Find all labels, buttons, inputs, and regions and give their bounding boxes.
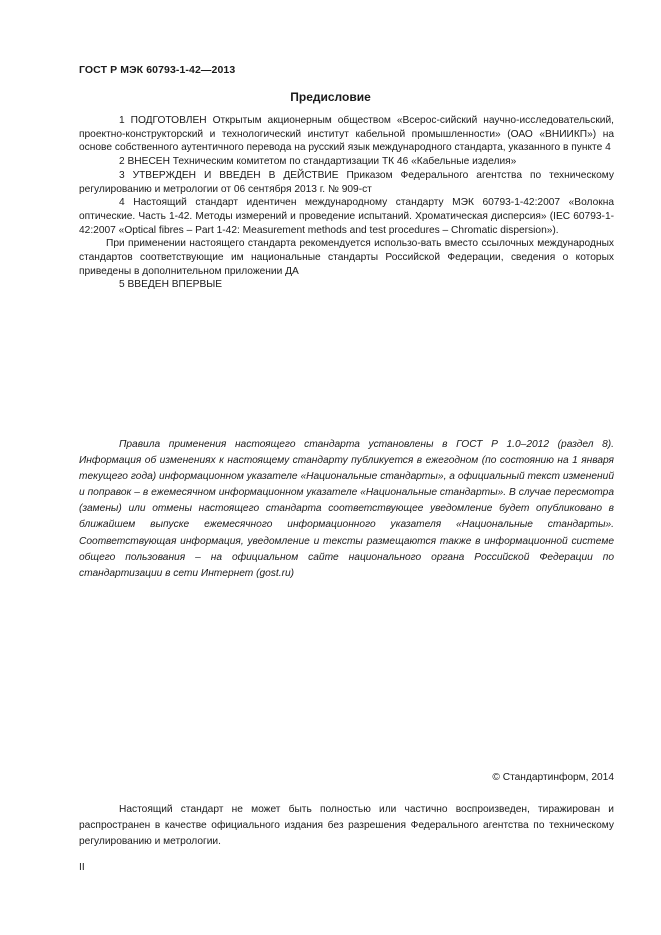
preface-item-4-note: При применении настоящего стандарта рекомендуется использо-вать вместо ссылочных международных стандартов соответствующие им национальные стандарты Российской Федерации, сведения о которых приведены в дополнительном приложении ДА (79, 238, 614, 277)
application-rules-note: Правила применения настоящего стандарта установлены в ГОСТ Р 1.0–2012 (раздел 8). Информация об изменениях к настоящему стандарту публикуется в ежегодном (по состоянию на 1 января текущего года) информационном указателе «Национальные стандарты», а официальный текст изменений и поправок – в ежемесячном информационном указателе «Национальные стандарты». В случае пересмотра (замены) или отмены настоящего стандарта соответствующее уведомление будет опубликовано в ближайшем выпуске ежемесячного информационного указателя «Национальные стандарты». Соответствующая информация, уведомление и тексты размещаются также в информационной системе общего пользования – на официальном сайте национального органа Российской Федерации по стандартизации в сети Интернет (gost.ru) (79, 439, 614, 579)
preface-item-3: 3 УТВЕРЖДЕН И ВВЕДЕН В ДЕЙСТВИЕ Приказом Федерального агентства по техническому регулированию и метрологии от 06 сентября 2013 г. № 909-ст (79, 169, 614, 195)
page-title: Предисловие (290, 90, 371, 104)
preface-item-5: 5 ВВЕДЕН ВПЕРВЫЕ (119, 279, 223, 291)
page-number: II (79, 862, 85, 873)
preface-item-2: 2 ВНЕСЕН Техническим комитетом по стандартизации ТК 46 «Кабельные изделия» (119, 156, 517, 168)
preface-item-4: 4 Настоящий стандарт идентичен международному стандарту МЭК 60793-1-42:2007 «Волокна оптические. Часть 1-42. Методы измерений и проведение испытаний. Хроматическая дисперсия» (IEC 60793-1-42:2007 «Optical fibres – Part 1-42: Measurement methods and test procedures – Chromatic dispersion»). (79, 197, 614, 236)
copyright-line: © Стандартинформ, 2014 (492, 772, 614, 783)
preface-item-1: 1 ПОДГОТОВЛЕН Открытым акционерным обществом «Всерос-сийский научно-исследовательский, проектно-конструкторский и технологический институт кабельной промышленности» (ОАО «ВНИИКП») на основе собственного аутентичного перевода на русский язык международного стандарта, указанного в пункте 4 (79, 115, 614, 154)
document-header: ГОСТ Р МЭК 60793-1-42—2013 (79, 64, 236, 76)
reproduction-notice: Настоящий стандарт не может быть полностью или частично воспроизведен, тиражирован и распространен в качестве официального издания без разрешения Федерального агентства по техническому регулированию и метрологии. (79, 804, 614, 848)
preface-body (79, 114, 614, 292)
